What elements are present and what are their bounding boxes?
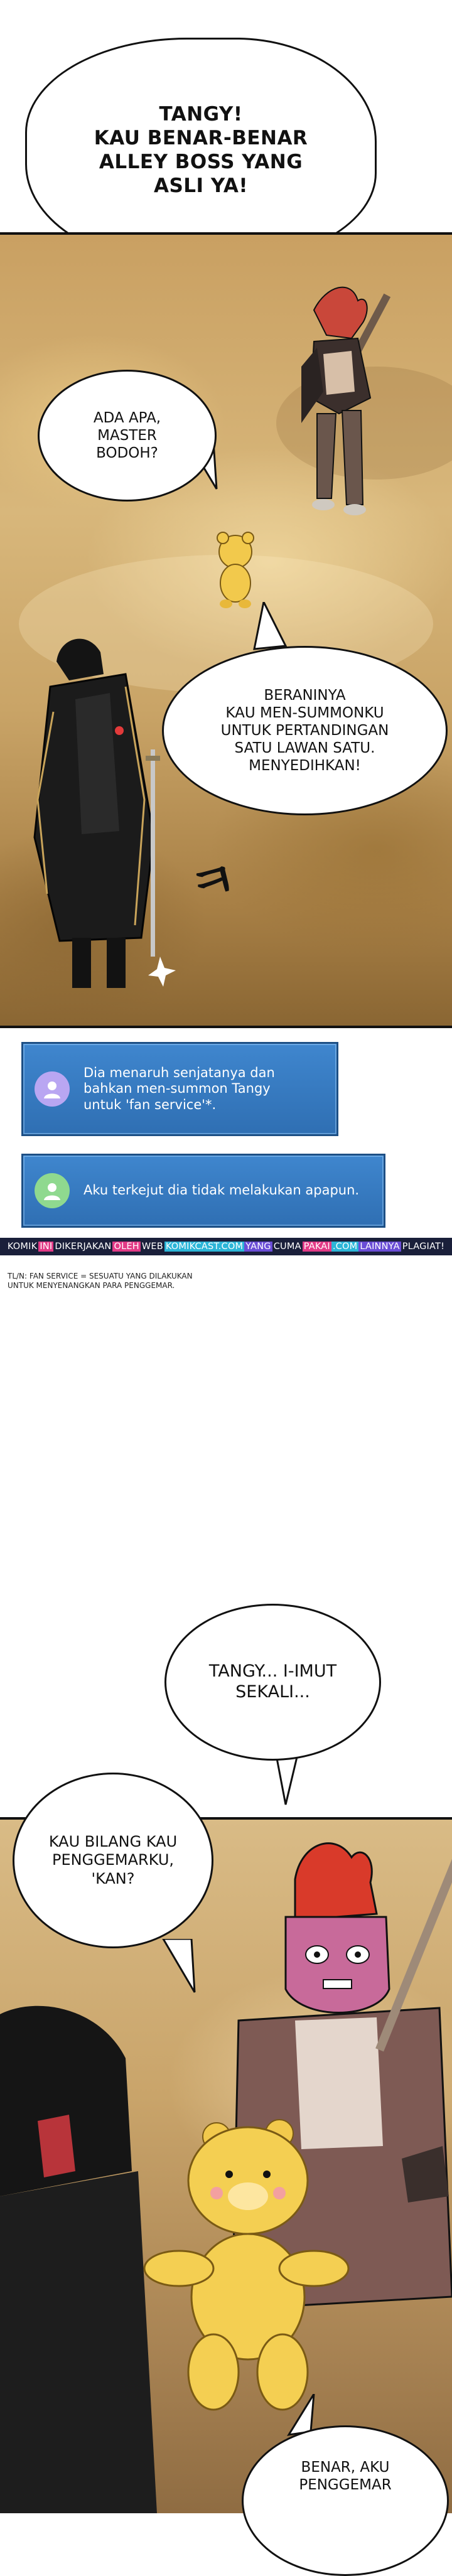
credit-word: PLAGIAT! — [402, 1242, 445, 1252]
user-avatar-icon — [35, 1071, 70, 1107]
credit-word: PAKAI — [303, 1242, 330, 1252]
balloon-text: BERANINYA KAU MEN-SUMMONKU UNTUK PERTANDINGAN SATU LAWAN SATU. MENYEDIHKAN! — [220, 687, 389, 775]
speech-balloon-bottom — [242, 2425, 449, 2576]
speech-balloon-fan — [13, 1773, 213, 1948]
chat-message-text: Aku terkejut dia tidak melakukan apapun. — [83, 1183, 360, 1198]
credit-word: CUMA — [273, 1242, 301, 1252]
chat-message — [21, 1042, 338, 1136]
credit-word: YANG — [245, 1242, 271, 1252]
credit-word: LAINNYA — [360, 1242, 400, 1252]
translator-note: TL/N: FAN SERVICE = SESUATU YANG DILAKUKAN UNTUK MENYENANGKAN PARA PENGGEMAR. — [8, 1272, 193, 1290]
balloon-text: TANGY! KAU BENAR-BENAR ALLEY BOSS YANG ASLI YA! — [94, 103, 308, 197]
chat-message-text: Dia menaruh senjatanya dan bahkan men-summon Tangy untuk 'fan service'*. — [83, 1065, 275, 1112]
sound-effect: ㅋ — [183, 850, 243, 916]
balloon-text: BENAR, AKU PENGGEMAR — [299, 2459, 392, 2494]
speech-balloon-tail — [160, 1939, 198, 1995]
balloon-text: KAU BILANG KAU PENGGEMARKU, 'KAN? — [48, 1833, 178, 1887]
speech-balloon-challenge — [162, 646, 448, 815]
speech-balloon-cute — [164, 1604, 381, 1761]
chat-message — [21, 1154, 385, 1228]
credit-banner — [0, 1238, 452, 1255]
dark-haired-character — [0, 2006, 157, 2513]
credit-word: .COM — [332, 1242, 358, 1252]
credit-word: WEB — [141, 1242, 163, 1252]
credit-word: KOMIKCAST.COM — [165, 1242, 244, 1252]
credit-word: KOMIK — [7, 1242, 38, 1252]
comic-panel-1 — [0, 232, 452, 1028]
user-avatar-icon — [35, 1173, 70, 1208]
comic-panel-2 — [0, 1817, 452, 2513]
balloon-text: ADA APA, MASTER BODOH? — [93, 409, 161, 462]
speech-balloon-shout — [25, 38, 377, 264]
credit-word: DIKERJAKAN — [55, 1242, 112, 1252]
dark-cloaked-character — [35, 639, 160, 988]
speech-balloon-bear — [38, 370, 217, 502]
balloon-text: TANGY... I-IMUT SEKALI... — [208, 1661, 337, 1702]
impact-spark — [148, 957, 176, 987]
speech-balloon-tail — [251, 602, 289, 652]
credit-word: OLEH — [114, 1242, 139, 1252]
credit-word: INI — [40, 1242, 53, 1252]
